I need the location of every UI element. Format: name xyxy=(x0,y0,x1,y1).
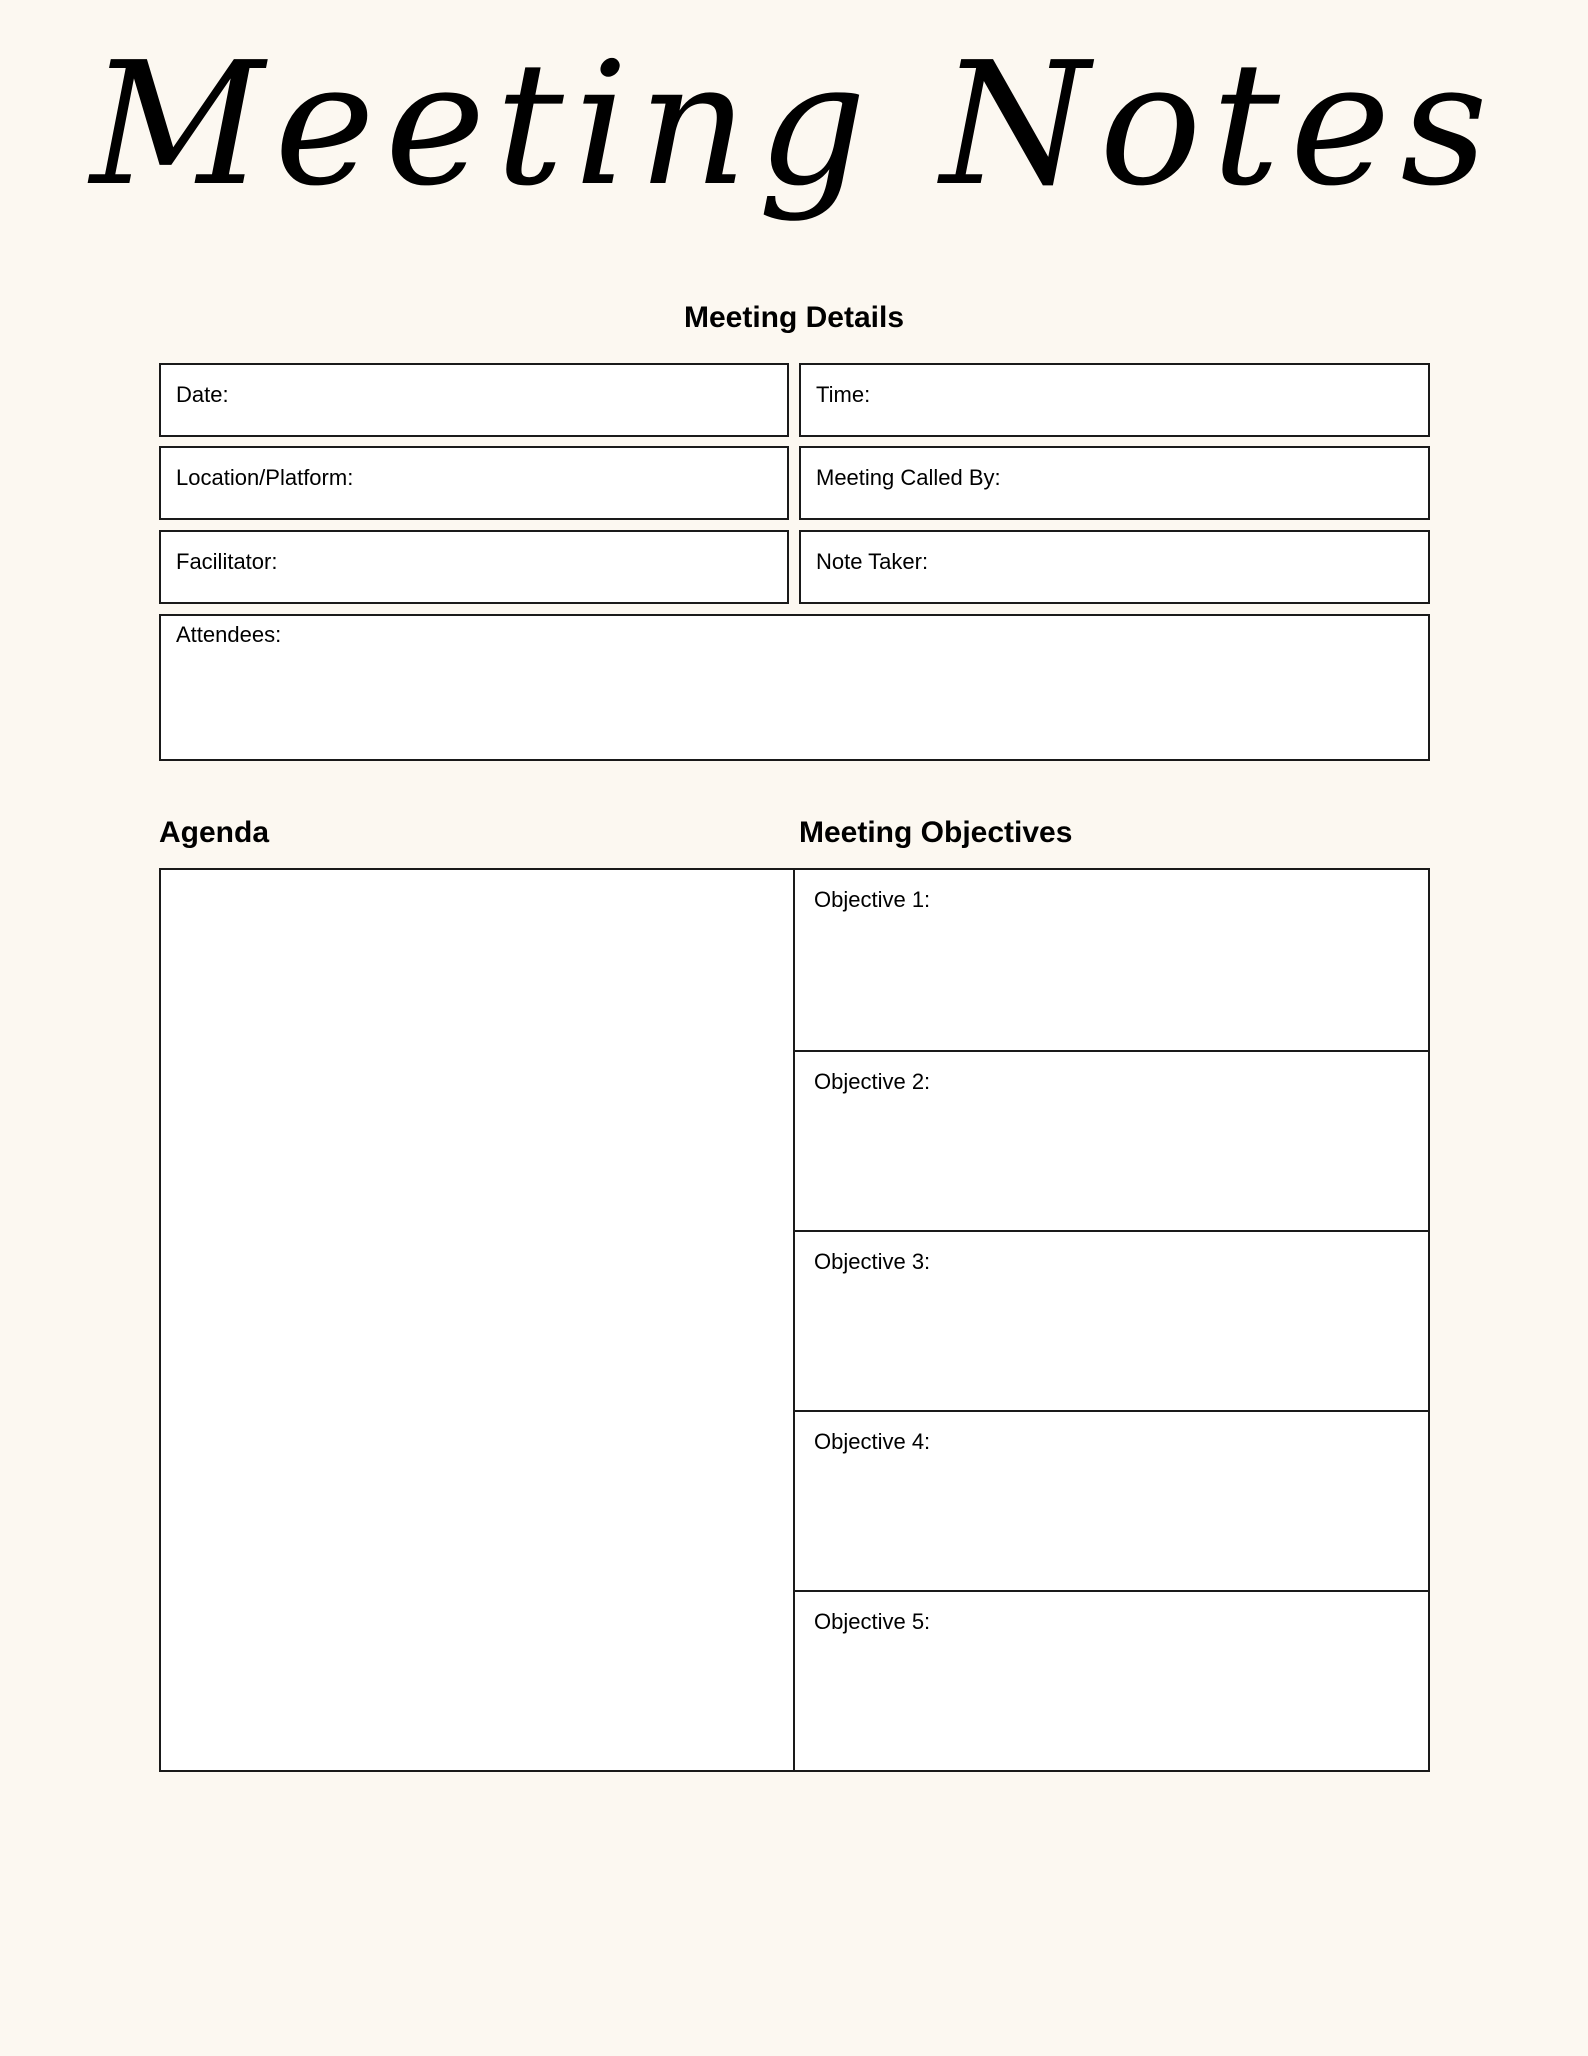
location-platform-label: Location/Platform: xyxy=(176,465,354,490)
objective-label: Objective 2: xyxy=(814,1069,931,1094)
objective-label: Objective 4: xyxy=(814,1429,931,1454)
time-label: Time: xyxy=(816,382,871,407)
note-taker-label: Note Taker: xyxy=(816,549,929,574)
page-title: Meeting Notes xyxy=(90,26,1498,224)
agenda-area[interactable] xyxy=(159,868,796,1772)
date-field[interactable] xyxy=(159,363,789,437)
meeting-objectives-heading: Meeting Objectives xyxy=(799,816,1073,849)
objective-label: Objective 5: xyxy=(814,1609,931,1634)
facilitator-label: Facilitator: xyxy=(176,549,278,574)
objectives-panel xyxy=(793,868,1430,1772)
date-label: Date: xyxy=(176,382,229,407)
meeting-details-heading: Meeting Details xyxy=(683,301,905,334)
note-taker-field[interactable] xyxy=(799,530,1430,604)
meeting-called-by-field[interactable] xyxy=(799,446,1430,520)
meeting-called-by-label: Meeting Called By: xyxy=(816,465,1001,490)
attendees-label: Attendees: xyxy=(176,622,282,647)
facilitator-field[interactable] xyxy=(159,530,789,604)
time-field[interactable] xyxy=(799,363,1430,437)
location-platform-field[interactable] xyxy=(159,446,789,520)
objective-cell-2[interactable] xyxy=(795,1050,1428,1230)
attendees-field[interactable] xyxy=(159,614,1430,761)
objective-cell-3[interactable] xyxy=(795,1230,1428,1410)
agenda-heading: Agenda xyxy=(159,816,270,849)
objective-cell-5[interactable] xyxy=(795,1590,1428,1770)
objective-label: Objective 3: xyxy=(814,1249,931,1274)
objective-cell-1[interactable] xyxy=(795,870,1428,1050)
objective-label: Objective 1: xyxy=(814,887,931,912)
objective-cell-4[interactable] xyxy=(795,1410,1428,1590)
